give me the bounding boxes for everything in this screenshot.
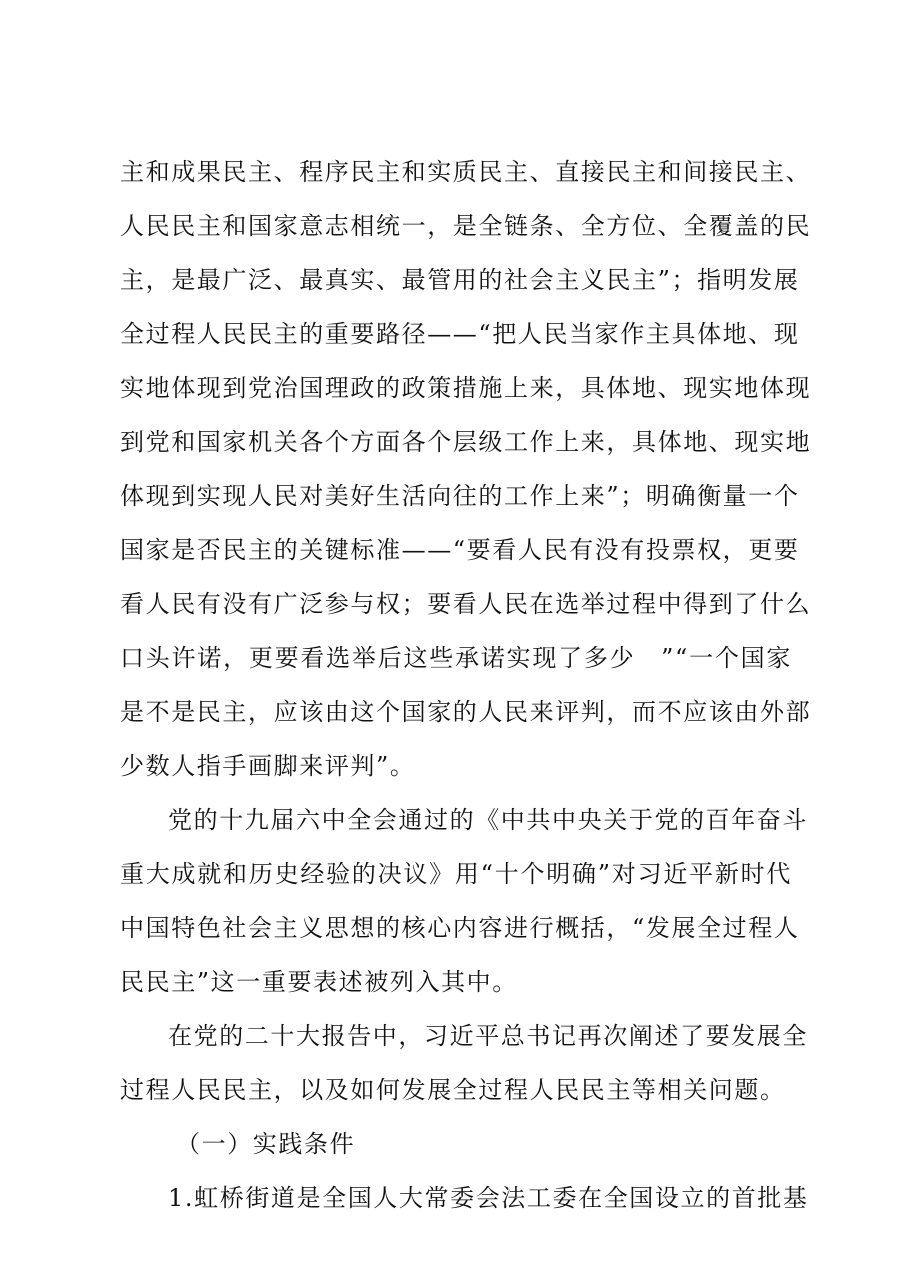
paragraph-line: 主，是最广泛、最真实、最管用的社会主义民主”；指明发展 — [120, 266, 800, 294]
paragraph-line: 口头许诺，更要看选举后这些承诺实现了多少 ”“一个国家 — [120, 644, 792, 672]
paragraph-line: 少数人指手画脚来评判”。 — [120, 752, 416, 780]
section-heading: （一）实践条件 — [176, 1130, 356, 1158]
paragraph-line: 人民民主和国家意志相统一，是全链条、全方位、全覆盖的民 — [120, 212, 812, 240]
paragraph-line: 实地体现到党治国理政的政策措施上来，具体地、现实地体现 — [120, 374, 812, 402]
paragraph-line: 1.虹桥街道是全国人大常委会法工委在全国设立的首批基 — [168, 1184, 809, 1212]
paragraph-line: 看人民有没有广泛参与权；要看人民在选举过程中得到了什么 — [120, 590, 812, 618]
paragraph-line: 全过程人民民主的重要路径——“把人民当家作主具体地、现 — [120, 320, 800, 348]
paragraph-line: 在党的二十大报告中，习近平总书记再次阐述了要发展全 — [168, 1022, 808, 1050]
paragraph-line: 民民主”这一重要表述被列入其中。 — [120, 968, 518, 996]
document-body — [120, 145, 812, 1225]
paragraph-line: 体现到实现人民对美好生活向往的工作上来”；明确衡量一个 — [120, 482, 800, 510]
paragraph-line: 到党和国家机关各个方面各个层级工作上来，具体地、现实地 — [120, 428, 812, 456]
paragraph-line: 中国特色社会主义思想的核心内容进行概括，“发展全过程人 — [120, 914, 800, 942]
paragraph-line: 是不是民主，应该由这个国家的人民来评判，而不应该由外部 — [120, 698, 812, 726]
paragraph-line: 主和成果民主、程序民主和实质民主、直接民主和间接民主、 — [120, 158, 812, 186]
paragraph-line: 国家是否民主的关键标准——“要看人民有没有投票权，更要 — [120, 536, 800, 564]
paragraph-line: 重大成就和历史经验的决议》用“十个明确”对习近平新时代 — [120, 860, 792, 888]
paragraph-line: 党的十九届六中全会通过的《中共中央关于党的百年奋斗 — [168, 806, 808, 834]
paragraph-line: 过程人民民主，以及如何发展全过程人民民主等相关问题。 — [120, 1076, 786, 1104]
